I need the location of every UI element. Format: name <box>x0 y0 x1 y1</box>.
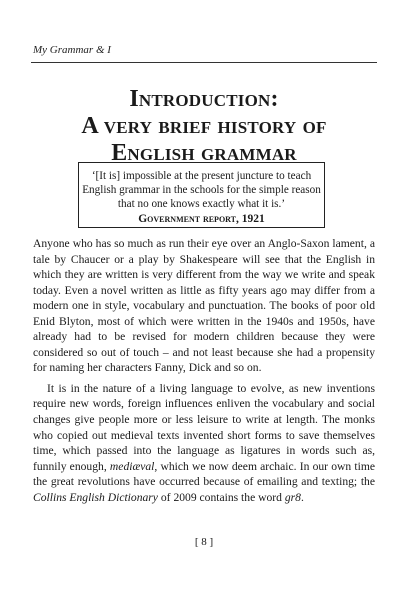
header-rule <box>31 62 377 63</box>
epigraph-source: Government report, 1921 <box>138 212 265 225</box>
paragraph-1 <box>33 236 375 376</box>
paragraph-1-text-c: , have already had to be revised for modern children because they were considered so out of touch – and not least because she had a propensity for naming her characters Fanny, Dick and so on. <box>33 314 375 375</box>
running-head: My Grammar & I <box>33 44 111 56</box>
body-text <box>33 236 375 505</box>
paragraph-2-text-d: contains the word <box>196 490 285 504</box>
dictionary-year: 2009 <box>173 490 197 504</box>
decade-1950s: 1950s <box>318 314 347 328</box>
epigraph-box <box>78 162 325 228</box>
paragraph-2-text-c: of <box>157 490 174 504</box>
chapter-title-line-3: English grammar <box>111 140 297 166</box>
paragraph-2-text-a: It is in the nature of a living language to evolve, as new inventions require new words, foreign influences enliven the vocabulary and social changes give people more or less leisure to write at length. The monks who copied out medieval texts invented short forms to save themselves time, which passed into the language as ligatures in words such as, funnily enough, <box>33 381 375 473</box>
paragraph-2 <box>33 381 375 505</box>
page-number: [ 8 ] <box>194 536 214 548</box>
decade-1940s: 1940s <box>265 314 294 328</box>
chapter-title <box>0 86 408 167</box>
chapter-title-line-1: Introduction: <box>129 86 279 112</box>
chapter-title-line-2: A very brief history of <box>81 113 327 139</box>
epigraph-line-1: ‘[It is] impossible at the present juncture to teach <box>91 170 312 182</box>
text-speak-word: gr8 <box>284 490 301 504</box>
paragraph-2-text-e: . <box>300 490 304 504</box>
dictionary-title: Collins English Dictionary <box>33 490 158 504</box>
mediaeval-term: mediæval <box>109 459 155 473</box>
paragraph-1-text-a: Anyone who has so much as run their eye over an Anglo-Saxon lament, a tale by Chaucer or a play by Shakespeare will see that the English in which they are written is very different from the way we write and speak today. Even a novel written as little as fifty years ago may differ from a modern one in style, vocabulary and punctuation. The books of poor old Enid Blyton, most of which were written in the <box>33 237 375 328</box>
epigraph-line-2: English grammar in the schools for the simple reason <box>82 184 321 197</box>
paragraph-1-text-b: and <box>293 314 319 328</box>
paragraph-2-text-b: , which we now deem archaic. In our own time the great revolutions have occurred because of emailing and texting; the <box>33 459 375 489</box>
epigraph-line-3: that no one knows exactly what it is.’ <box>117 198 286 211</box>
